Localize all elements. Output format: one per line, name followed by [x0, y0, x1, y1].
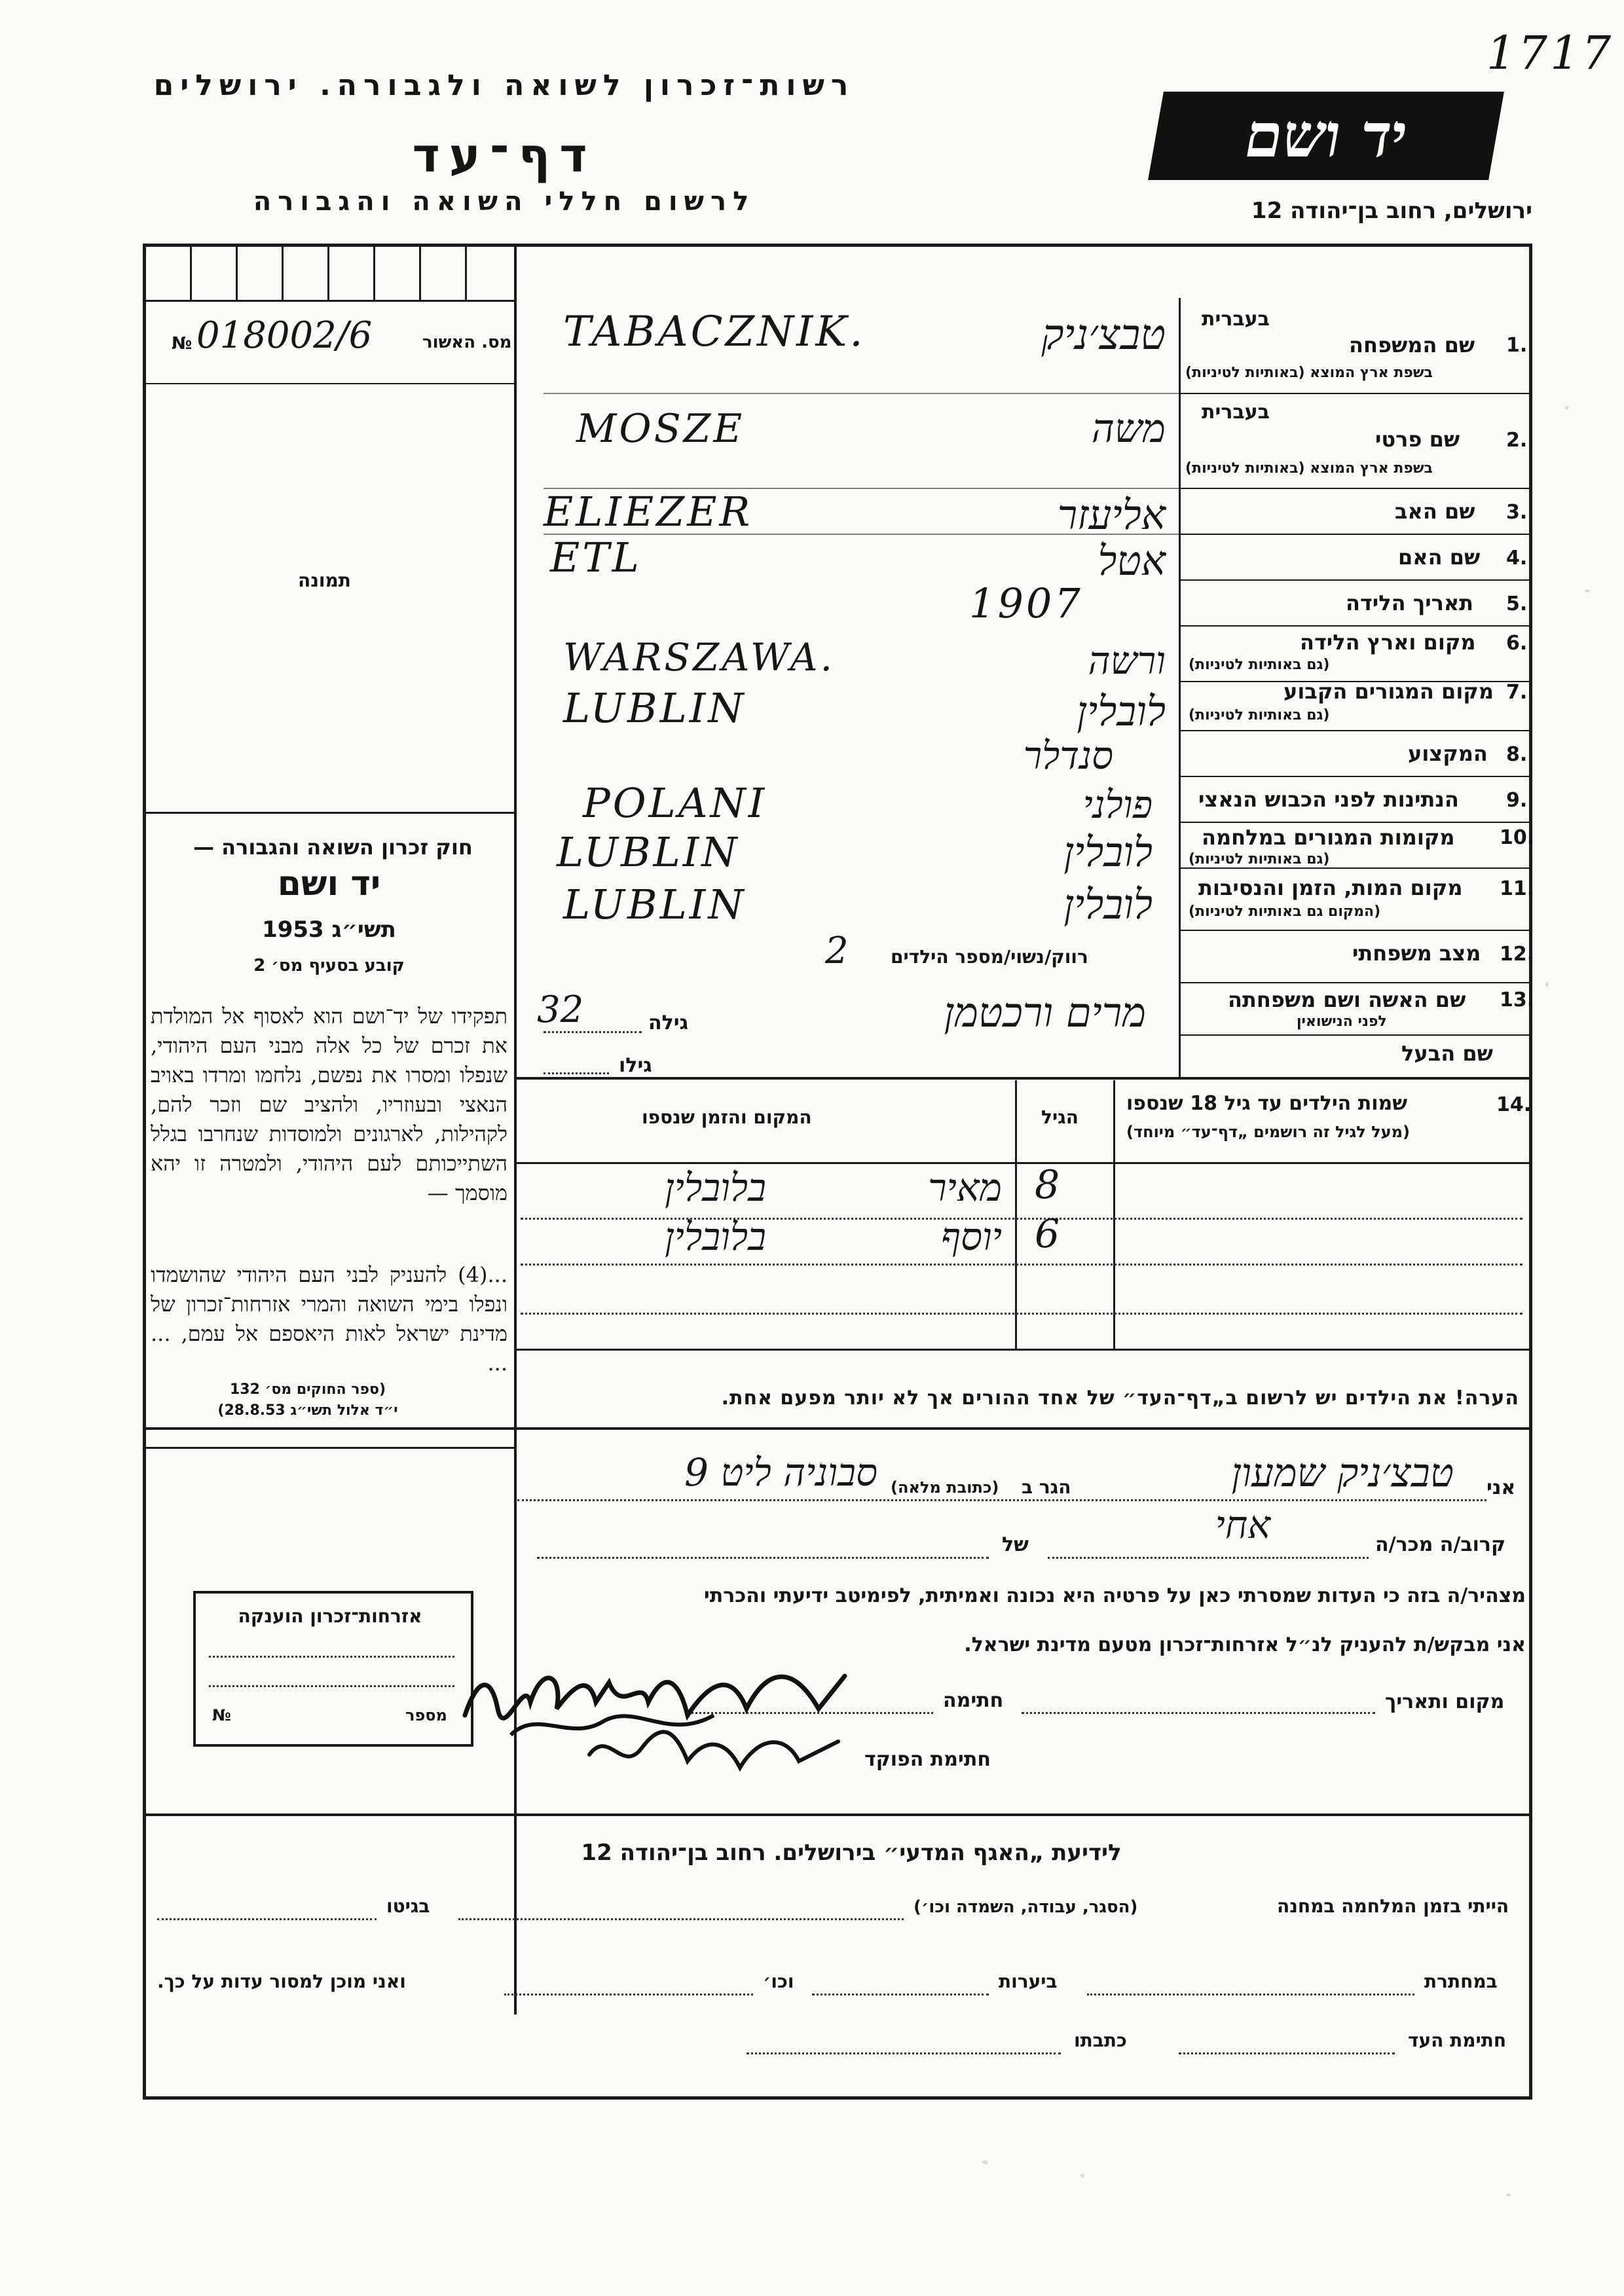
frame-right [1529, 244, 1532, 2100]
research-underground-label: במחתרת [1424, 1971, 1498, 1992]
declarant-of-line [537, 1557, 989, 1559]
frame-top [143, 244, 1532, 247]
approval-label: מס. האשור [422, 333, 512, 352]
field-1-label: שם המשפחה [1349, 333, 1475, 357]
citizenship-line [209, 1685, 454, 1687]
law-text: תפקידו של יד־ושם הוא לאסוף אל המולדת את זכרם של כל אלה מבני העם היהודי, שנפלו ומסרו את נפשם, נלחמו ומרדו באויב הנאצי ובעוזריו, ולהציב שם וזכר להם, לקהילות, לארגונים ולמוסדות שנחרבו בגלל השתייכותם לעם היהודי, ולמטרה זו יהא מוסמך — [151, 1004, 507, 1205]
field-7-sub: (גם באותיות לטיניות) [1189, 707, 1330, 723]
row-sep [1179, 930, 1529, 931]
children-col-age: הגיל [1041, 1106, 1079, 1128]
children-row-line [521, 1313, 1522, 1315]
field-3-num: 3. [1506, 501, 1528, 524]
left-photo-bottom [143, 812, 516, 814]
scan-speck [982, 2160, 988, 2164]
declarant-i-label: אני [1486, 1476, 1516, 1499]
law-year: תשי״ג 1953 [262, 917, 396, 943]
grid-vline [419, 244, 421, 300]
grid-vline [465, 244, 467, 300]
field-12-children-label: רווק/נשוי/מספר הילדים [891, 946, 1088, 968]
grid-vline [282, 244, 284, 300]
field-1-hebrew-tag: בעברית [1202, 308, 1270, 331]
field-10-latin-value: LUBLIN [557, 828, 740, 876]
research-underground-line [1087, 1994, 1414, 1995]
law-source2: י״ד אלול תשי״ג 28.8.53) [217, 1402, 398, 1419]
photo-label: תמונה [298, 570, 351, 591]
row-sep [1179, 579, 1529, 581]
field-3-hebrew-value: אליעזר [1057, 491, 1166, 539]
field-12-children-value: 2 [825, 930, 849, 972]
children-note: הערה! את הילדים יש לרשום ב„דף־העד״ של אחד ההורים אך לא יותר מפעם אחת. [721, 1387, 1519, 1410]
labels-col-divider [1179, 298, 1181, 1077]
row-sep [1179, 867, 1529, 869]
child-2-name: יוסף [940, 1214, 1002, 1259]
children-header-line [514, 1162, 1529, 1164]
research-top-line [143, 1813, 1532, 1816]
research-ghetto-line [157, 1918, 377, 1920]
citizenship-line [209, 1656, 454, 1658]
law-text2: ...(4) להעניק לבני העם היהודי שהושמדו ונפלו בימי השואה והמרי אזרחות־זכרון של מדינת ישראל לאות היאספם אל עמם, ... ... [151, 1262, 507, 1376]
field-2-hebrew-value: משה [1091, 406, 1166, 452]
field-1-latin-value: TABACZNIK. [563, 308, 866, 356]
request-text: אני מבקש/ת להעניק לנ״ל אזרחות־זכרון מטעם מדינת ישראל. [964, 1633, 1526, 1656]
field-13-sub: לפני הנישואין [1297, 1013, 1387, 1030]
field-1-num: 1. [1506, 334, 1528, 357]
field-2-num: 2. [1506, 429, 1528, 452]
note-bottom-line [143, 1427, 1532, 1430]
row-sep [1179, 393, 1529, 394]
child-1-name: מאיר [928, 1165, 1002, 1210]
place-date-line [1022, 1712, 1375, 1714]
field-9-label: הנתינות לפני הכבוש הנאצי [1198, 787, 1459, 812]
scan-speck [1545, 982, 1549, 987]
children-title: שמות הילדים עד גיל 18 שנספו [1126, 1092, 1407, 1115]
citizenship-title: אזרחות־זכרון הוענקה [238, 1605, 422, 1627]
row-sep [1179, 534, 1529, 535]
grid-vline [327, 244, 329, 300]
research-camp-types: (הסגר, עבודה, השמדה וכו׳) [913, 1897, 1138, 1917]
approval-no-label: № [172, 334, 193, 354]
field-9-num: 9. [1506, 789, 1528, 812]
husband-age-label: גילו [619, 1054, 652, 1077]
authority-line: רשות־זכרון לשואה ולגבורה. ירושלים [153, 69, 855, 102]
approval-number: 018002/6 [196, 314, 373, 357]
declarant-of-label: של [1002, 1533, 1029, 1556]
field-13-label: שם האשה ושם משפחתה [1228, 987, 1466, 1012]
field-6-sub: (גם באותיות לטיניות) [1189, 657, 1330, 673]
officer-signature-label: חתימת הפוקד [864, 1748, 991, 1771]
child-1-place: בלובלין [665, 1165, 766, 1210]
declarant-address-label: (כתובת מלאה) [891, 1478, 999, 1497]
research-camp-line [458, 1918, 904, 1920]
children-age-divider [1015, 1080, 1017, 1349]
law-source1: (ספר החוקים מס׳ 132 [229, 1381, 386, 1398]
field-11-latin-value: LUBLIN [563, 881, 747, 928]
research-title: לידיעת „האגף המדעי״ בירושלים. רחוב בן־יהודה 12 [581, 1840, 1122, 1866]
child-2-age: 6 [1035, 1211, 1060, 1257]
declaration-text: מצהיר/ה בזה כי העדות שמסרתי כאן על פרטיה היא נכונה ואמיתית, לפימיטב ידיעתי והכרתי [703, 1584, 1526, 1607]
child-2-place: בלובלין [665, 1214, 766, 1259]
field-7-label: מקום המגורים הקבוע [1283, 679, 1494, 704]
field-4-hebrew-value: אטל [1098, 537, 1166, 585]
law-clause: קובע בסעיף מס׳ 2 [253, 956, 405, 975]
frame-bottom [143, 2096, 1532, 2100]
form-subtitle: לרשום חללי השואה והגבורה [253, 187, 756, 217]
field-6-label: מקום וארץ הלידה [1300, 630, 1476, 655]
field-10-label: מקומות המגורים במלחמה [1202, 825, 1455, 850]
field-1-hebrew-value: טבצ׳ניק [1041, 311, 1166, 359]
declarant-line-1 [517, 1499, 1486, 1501]
field-11-sub: (המקום גם באותיות לטיניות) [1189, 903, 1381, 920]
field-11-num: 11. [1500, 877, 1535, 900]
row-sep [1179, 1034, 1529, 1036]
field-13-hebrew-value: מרים ורכטמן [944, 989, 1146, 1036]
research-etc-line [504, 1994, 753, 1995]
field-9-latin-value: POLANI [583, 779, 767, 827]
field-4-latin-value: ETL [550, 534, 642, 581]
field-8-num: 8. [1506, 743, 1528, 766]
field-13-age-label: גילה [648, 1011, 688, 1034]
row-sep [1179, 488, 1529, 489]
research-forests-label: ביערות [999, 1971, 1058, 1992]
left-law-bottom [143, 1447, 516, 1449]
address: ירושלים, רחוב בן־יהודה 12 [1251, 198, 1532, 224]
field-8-hebrew-value: סנדלר [1023, 733, 1113, 778]
row-sep [1179, 982, 1529, 983]
declarant-name-value: טבצ׳ניק שמעון [1231, 1450, 1454, 1496]
field-2-label: שם פרטי [1375, 427, 1460, 452]
children-bottom-line [514, 1349, 1529, 1351]
fields-bottom [514, 1077, 1529, 1080]
law-line1: חוק זכרון השואה והגבורה — [193, 835, 473, 860]
field-2-hebrew-tag: בעברית [1202, 401, 1270, 424]
field-12-num: 12. [1500, 943, 1535, 966]
children-subtitle: (מעל לגיל זה רושמים „דף־עד״ מיוחד) [1126, 1123, 1410, 1141]
field-10-hebrew-value: לובלין [1063, 828, 1153, 876]
husband-age-line [544, 1072, 609, 1074]
field-4-label: שם האם [1398, 545, 1481, 570]
field-5-value: 1907 [969, 579, 1083, 627]
field-13-age-value: 32 [537, 989, 584, 1031]
declarant-relation-line [1048, 1557, 1369, 1559]
field-10-num: 10. [1500, 826, 1535, 849]
field-7-num: 7. [1506, 681, 1528, 704]
citizenship-number-label: מספר [405, 1706, 447, 1724]
citizenship-no-label: № [212, 1706, 231, 1724]
field-12-label: מצב משפחתי [1352, 941, 1481, 966]
field-13-num: 13. [1500, 989, 1535, 1011]
field-11-hebrew-value: לובלין [1063, 881, 1153, 928]
field-5-num: 5. [1506, 592, 1528, 615]
children-col-place: המקום והזמן שנספו [642, 1106, 812, 1128]
field-10-sub: (גם באותיות לטיניות) [1189, 851, 1330, 867]
declarant-relation-value: אחי [1215, 1503, 1270, 1547]
place-date-label: מקום ותאריך [1385, 1690, 1505, 1713]
field-3-label: שם האב [1395, 499, 1475, 524]
grid-vline [373, 244, 375, 300]
field-13-age-line [544, 1031, 642, 1033]
field-11-label: מקום המות, הזמן והנסיבות [1198, 875, 1463, 900]
row-sep [1179, 776, 1529, 777]
field-3-latin-value: ELIEZER [544, 488, 753, 536]
grid-vline [236, 244, 238, 300]
research-address-line [747, 2052, 1061, 2054]
logo-text: יד ושם [1239, 100, 1413, 171]
field-8-label: המקצוע [1408, 741, 1488, 766]
field-9-hebrew-value: פולני [1082, 782, 1153, 827]
row-sep [1179, 730, 1529, 731]
officer-signature [576, 1715, 851, 1787]
field-4-num: 4. [1506, 547, 1528, 570]
field-1-sub: בשפת ארץ המוצא (באותיות לטיניות) [1185, 365, 1433, 381]
declarant-resident-label: הגר ב [1022, 1476, 1071, 1498]
field-7-latin-value: LUBLIN [563, 684, 747, 732]
research-etc-label: וכו׳ [763, 1971, 794, 1992]
field-6-hebrew-value: ורשה [1088, 638, 1166, 683]
yad-vashem-logo [1148, 92, 1504, 180]
field-5-label: תאריך הלידה [1346, 591, 1474, 615]
row-sep [1179, 822, 1529, 823]
children-col-divider [1113, 1080, 1115, 1349]
grid-hline [143, 300, 516, 302]
declarant-address-value: סבוניה ליט 9 [684, 1450, 877, 1495]
scan-speck [1585, 589, 1590, 592]
scan-speck [1506, 2193, 1511, 2196]
signature-label: חתימה [943, 1689, 1004, 1712]
children-row-line [521, 1264, 1522, 1266]
field-2-sub: בשפת ארץ המוצא (באותיות לטיניות) [1185, 460, 1433, 477]
scan-speck [1080, 2174, 1084, 2178]
scan-speck [1565, 406, 1569, 410]
value-line [544, 393, 1179, 394]
research-ghetto-label: בגיטו [386, 1895, 430, 1917]
corner-number: 1717 [1486, 26, 1614, 80]
field-6-num: 6. [1506, 632, 1528, 655]
row-sep [1179, 625, 1529, 627]
form-title: דף־עד [412, 128, 597, 183]
citizenship-box [193, 1591, 473, 1747]
field-2-latin-value: MOSZE [576, 406, 745, 452]
frame-left [143, 244, 146, 2100]
declarant-relation-label: קרוב/ה מכר/ה [1375, 1533, 1506, 1556]
research-address-label: כתבתו [1074, 2030, 1127, 2051]
children-num: 14. [1496, 1093, 1532, 1116]
field-7-hebrew-value: לובלין [1077, 687, 1166, 735]
research-forests-line [812, 1994, 989, 1995]
research-witness-signature-line [1179, 2052, 1395, 2054]
research-witness-signature-label: חתימת העד [1408, 2030, 1507, 2051]
law-name: יד ושם [277, 864, 381, 903]
husband-label: שם הבעל [1401, 1041, 1493, 1066]
research-camp-label: הייתי בזמן המלחמה במחנה [1277, 1895, 1509, 1917]
grid-vline [190, 244, 192, 300]
research-willing-text: ואני מוכן למסור עדות על כך. [157, 1971, 406, 1992]
child-1-age: 8 [1035, 1162, 1060, 1208]
field-6-latin-value: WARSZAWA. [563, 635, 835, 680]
left-photo-top [143, 383, 516, 384]
